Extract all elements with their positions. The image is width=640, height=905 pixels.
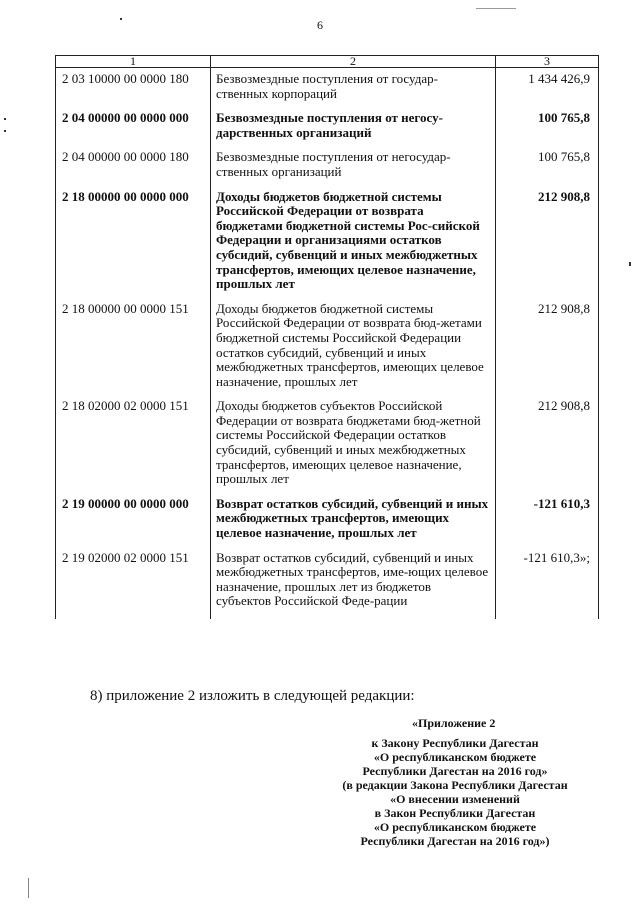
- revenue-name: Безвозмездные поступления от негосудар-ственных организаций: [211, 150, 496, 189]
- appendix-line: к Закону Республики Дагестан: [371, 736, 539, 750]
- revenue-name: Возврат остатков субсидий, субвенций и иных межбюджетных трансфертов, имеющих целевое назначение, прошлых лет: [211, 497, 496, 551]
- appendix-title: «Приложение 2: [412, 716, 496, 730]
- revenue-name: Безвозмездные поступления от государ-ственных корпораций: [211, 68, 496, 112]
- budget-code: 2 04 00000 00 0000 180: [56, 150, 211, 189]
- budget-code: 2 18 00000 00 0000 000: [56, 190, 211, 302]
- table-header-row: [56, 56, 599, 68]
- column-header-3: 3: [496, 56, 599, 68]
- revenue-name: Доходы бюджетов субъектов Российской Федерации от возврата бюджетами бюд-жетной системы Российской Федерации остатков субсидий, субвенций и иных межбюджетных трансфертов, имеющих целевое назначение, прошлых лет: [211, 399, 496, 497]
- amount: 100 765,8: [496, 111, 599, 150]
- table-row: [56, 68, 599, 112]
- column-header-1: 1: [56, 56, 211, 68]
- table-row: [56, 150, 599, 189]
- scan-mark: [476, 8, 516, 9]
- column-header-2: 2: [211, 56, 496, 68]
- table-row: [56, 551, 599, 619]
- table-row: [56, 399, 599, 497]
- appendix-line: «О внесении изменений: [390, 792, 520, 806]
- scan-mark: [4, 130, 6, 132]
- table-row: [56, 302, 599, 400]
- table-row: [56, 190, 599, 302]
- revenue-name: Возврат остатков субсидий, субвенций и иных межбюджетных трансфертов, име-ющих целевое назначение, прошлых лет из бюджетов субъектов Российской Феде-рации: [211, 551, 496, 619]
- amendment-instruction: 8) приложение 2 изложить в следующей редакции:: [90, 688, 415, 704]
- appendix-heading: [300, 716, 610, 848]
- amount: 212 908,8: [496, 190, 599, 302]
- appendix-line: Республики Дагестан на 2016 год»): [360, 834, 550, 848]
- budget-code: 2 04 00000 00 0000 000: [56, 111, 211, 150]
- amount: 212 908,8: [496, 302, 599, 400]
- budget-code: 2 18 02000 02 0000 151: [56, 399, 211, 497]
- scan-mark: [4, 118, 6, 120]
- budget-code: 2 03 10000 00 0000 180: [56, 68, 211, 112]
- revenue-name: Доходы бюджетов бюджетной системы Российской Федерации от возврата бюджетами бюджетной системы Рос-сийской Федерации и организациями остатков субсидий, субвенций и иных межбюджетных трансфертов, имеющих целевое назначение, прошлых лет: [211, 190, 496, 302]
- budget-code: 2 18 00000 00 0000 151: [56, 302, 211, 400]
- appendix-line: Республики Дагестан на 2016 год»: [362, 764, 548, 778]
- amount: 1 434 426,9: [496, 68, 599, 112]
- appendix-line: в Закон Республики Дагестан: [374, 806, 536, 820]
- budget-code: 2 19 02000 02 0000 151: [56, 551, 211, 619]
- scan-mark: [120, 18, 122, 20]
- appendix-line: (в редакции Закона Республики Дагестан: [342, 778, 568, 792]
- revenue-name: Безвозмездные поступления от негосу-дарственных организаций: [211, 111, 496, 150]
- budget-code: 2 19 00000 00 0000 000: [56, 497, 211, 551]
- page-number: 6: [317, 18, 323, 32]
- amount: 212 908,8: [496, 399, 599, 497]
- scan-mark: [28, 878, 29, 898]
- revenue-table: [55, 55, 599, 619]
- table-row: [56, 497, 599, 551]
- amount: -121 610,3»;: [496, 551, 599, 619]
- revenue-name: Доходы бюджетов бюджетной системы Российской Федерации от возврата бюд-жетами бюджетной системы Российской Федерации остатков субсидий, субвенций и иных межбюджетных трансфертов, имеющих целевое назначение, прошлых лет: [211, 302, 496, 400]
- appendix-line: «О республиканском бюджете: [373, 820, 537, 834]
- table-row: [56, 111, 599, 150]
- appendix-line: «О республиканском бюджете: [373, 750, 537, 764]
- scan-mark: [629, 262, 631, 266]
- amount: 100 765,8: [496, 150, 599, 189]
- amount: -121 610,3: [496, 497, 599, 551]
